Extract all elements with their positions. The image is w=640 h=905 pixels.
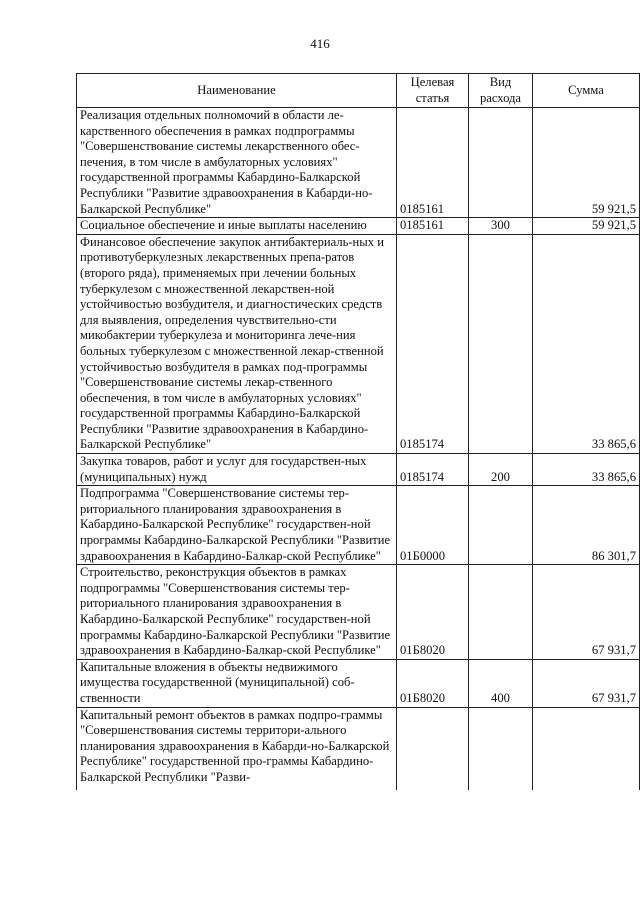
- row-name: Капитальные вложения в объекты недвижимого имущества государственной (муниципальной) соб-ственности: [77, 659, 397, 707]
- row-type: [469, 108, 533, 218]
- table-row: [77, 486, 640, 565]
- row-type: 300: [469, 218, 533, 235]
- row-name: Социальное обеспечение и иные выплаты населению: [77, 218, 397, 235]
- row-sum: [533, 707, 640, 789]
- table-row: [77, 659, 640, 707]
- row-sum: 59 921,5: [533, 218, 640, 235]
- table-row: [77, 565, 640, 660]
- row-code: 01Б0000: [397, 486, 469, 565]
- row-name: Закупка товаров, работ и услуг для государствен-ных (муниципальных) нужд: [77, 454, 397, 486]
- row-type: [469, 486, 533, 565]
- row-name: Капитальный ремонт объектов в рамках подпро-граммы "Совершенствования системы территори-ального планирования здравоохранения в Кабарди-но-Балкарской Республике" государственной про-граммы Кабардино-Балкарской Республики "Разви-: [77, 707, 397, 789]
- table-header-row: [77, 74, 640, 108]
- header-code: Целевая статья: [397, 74, 469, 108]
- table-row: [77, 234, 640, 453]
- row-sum: 59 921,5: [533, 108, 640, 218]
- row-type: [469, 565, 533, 660]
- row-type: 400: [469, 659, 533, 707]
- row-sum: 86 301,7: [533, 486, 640, 565]
- table-row: [77, 454, 640, 486]
- budget-table: [76, 73, 640, 790]
- row-type: [469, 234, 533, 453]
- row-code: [397, 707, 469, 789]
- row-code: 0185161: [397, 108, 469, 218]
- row-name: Реализация отдельных полномочий в области ле-карственного обеспечения в рамках подпрограммы "Совершенствование системы лекарственного обес-печения, в том числе в амбулаторных условиях" государственной программы Кабардино-Балкарской Республики "Развитие здравоохранения в Кабарди-но-Балкарской Республике": [77, 108, 397, 218]
- row-name: Строительство, реконструкция объектов в рамках подпрограммы "Совершенствования системы тер-риториального планирования здравоохранения в Кабардино-Балкарской Республике" государствен-ной программы Кабардино-Балкарской Республики "Развитие здравоохранения в Кабардино-Балкар-ской Республике": [77, 565, 397, 660]
- table-row: [77, 707, 640, 789]
- table-row: [77, 108, 640, 218]
- row-code: 0185174: [397, 234, 469, 453]
- row-code: 01Б8020: [397, 659, 469, 707]
- row-name: Подпрограмма "Совершенствование системы тер-риториального планирования здравоохранения в Кабардино-Балкарской Республике" государствен-ной программы Кабардино-Балкарской Республики "Развитие здравоохранения в Кабардино-Балкар-ской Республике": [77, 486, 397, 565]
- header-type: Вид расхода: [469, 74, 533, 108]
- page-number: 416: [310, 36, 330, 51]
- header-name: Наименование: [77, 74, 397, 108]
- row-type: 200: [469, 454, 533, 486]
- row-sum: 67 931,7: [533, 565, 640, 660]
- row-type: [469, 707, 533, 789]
- row-name: Финансовое обеспечение закупок антибактериаль-ных и противотуберкулезных лекарственных препа-ратов (второго ряда), применяемых при лечении больных туберкулезом с множественной лекарствен-ной устойчивостью возбудителя, и диагностических средств для выявления, определения чувствительно-сти микобактерии туберкулеза и мониторинга лече-ния больных туберкулезом с множественной лекар-ственной устойчивостью возбудителя в рамках под-программы "Совершенствование системы лекар-ственного обеспечения, в том числе в амбулаторных условиях" государственной программы Кабардино-Балкарской Республики "Развитие здравоохранения в Кабардино-Балкарской Республике": [77, 234, 397, 453]
- row-code: 01Б8020: [397, 565, 469, 660]
- row-code: 0185174: [397, 454, 469, 486]
- table-row: [77, 218, 640, 235]
- row-sum: 67 931,7: [533, 659, 640, 707]
- row-sum: 33 865,6: [533, 234, 640, 453]
- row-code: 0185161: [397, 218, 469, 235]
- header-sum: Сумма: [533, 74, 640, 108]
- row-sum: 33 865,6: [533, 454, 640, 486]
